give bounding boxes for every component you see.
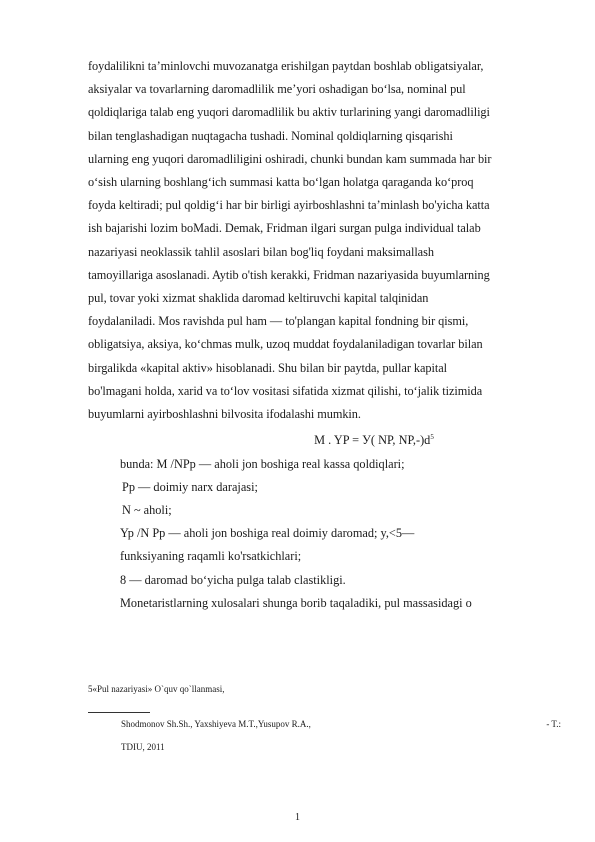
definition-line: Monetaristlarning xulosalari shunga borib taqaladiki, pul massasidagi o <box>120 595 472 610</box>
body-text <box>88 55 550 615</box>
paragraph-line: bilan tenglashadigan nuqtagacha tushadi. Nominal qoldiqlarning qisqarishi <box>88 128 453 143</box>
paragraph-line: tamoyillariga asoslanadi. Aytib o'tish kerakki, Fridman nazariyasida buyumlarning <box>88 267 490 282</box>
definition-line: Yp /N Pp — aholi jon boshiga real doimiy daromad; y,<5— <box>120 526 415 541</box>
footnote-publisher: TDIU, 2011 <box>121 742 165 752</box>
definition-line: bunda: M /NPp — aholi jon boshiga real kassa qoldiqlari; <box>120 456 405 471</box>
definition-line: 8 — daromad bo‘yicha pulga talab clastikligi. <box>120 572 346 587</box>
paragraph-line: pul, tovar yoki xizmat shaklida daromad keltiruvchi kapital talqinidan <box>88 291 429 306</box>
paragraph-line: ularning eng yuqori daromadliligini oshiradi, chunki bundan kam summada har bir <box>88 151 492 166</box>
paragraph-line: foydalaniladi. Mos ravishda pul ham — to'plangan kapital fondning bir qismi, <box>88 314 469 329</box>
page-number: 1 <box>295 812 300 823</box>
footnote-lead: 5«Pul nazariyasi» O`quv qo`llanmasi, <box>88 684 225 694</box>
footnote-authors: Shodmonov Sh.Sh., Yaxshiyeva M.T.,Yusupov R.A., <box>121 719 311 729</box>
paragraph-line: birgalikda «kapital aktiv» hisoblanadi. Shu bilan bir paytda, pullar kapital <box>88 360 447 375</box>
paragraph-line: foyda keltiradi; pul qoldig‘i har bir birligi ayirboshlashni ta’minlash bo'yicha katta <box>88 198 490 213</box>
paragraph-line: o‘sish ularning boshlang‘ich summasi katta bo‘lgan holatga qaraganda ko‘proq <box>88 175 474 190</box>
footnote-marker: 5 <box>430 433 434 442</box>
footnote-place: - T.: <box>546 719 561 729</box>
paragraph-line: qoldiqlariga talab eng yuqori daromadlilik bu aktiv turlarining yangi daromadliligi <box>88 105 490 120</box>
definition-line: N ~ aholi; <box>122 502 172 517</box>
footnote <box>121 713 561 759</box>
paragraph-line: foydalilikni ta’minlovchi muvozanatga erishilgan paytdan boshlab obligatsiyalar, <box>88 59 484 73</box>
paragraph-line: ish bajarishi lozim boMadi. Demak, Fridman ilgari surgan pulga individual talab <box>88 221 481 236</box>
paragraph-line: bo'lmagani holda, xarid va to‘lov vositasi sifatida xizmat qilishi, to‘jalik tizimida <box>88 383 483 398</box>
definition-line: Pp — doimiy narx darajasi; <box>122 479 258 494</box>
paragraph-line: aksiyalar va tovarlarning daromadlilik me’yori oshadigan bo‘lsa, nominal pul <box>88 82 466 97</box>
formula-text: M . YP = У( NP, NP,-)d <box>314 433 431 448</box>
paragraph-line: buyumlarni ayirboshlashni bilvosita ifodalashi mumkin. <box>88 407 361 422</box>
definition-line: funksiyaning raqamli ko'rsatkichlari; <box>120 549 302 564</box>
paragraph-line: nazariyasi neoklassik tahlil asoslari bilan bog'liq foydani maksimallash <box>88 244 434 259</box>
formula <box>88 426 550 452</box>
footnote-row <box>121 713 561 736</box>
paragraph-line: obligatsiya, aksiya, ko‘chmas mulk, uzoq muddat foydalaniladigan tovarlar bilan <box>88 337 483 352</box>
